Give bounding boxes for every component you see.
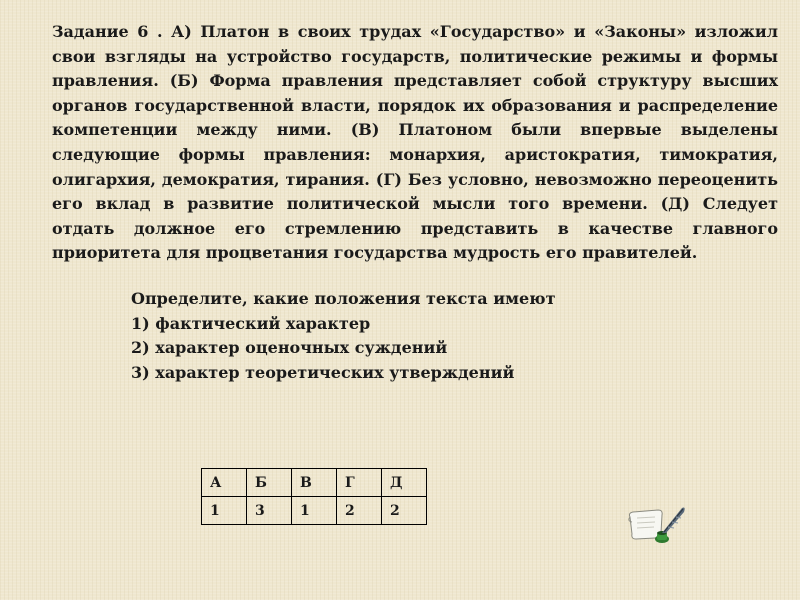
answer-header-g: Г — [337, 469, 382, 497]
answer-header-b: Б — [247, 469, 292, 497]
answer-header-v: В — [292, 469, 337, 497]
answer-header-a: А — [202, 469, 247, 497]
answer-table-header-row — [202, 469, 427, 497]
answer-value-g: 2 — [337, 497, 382, 525]
answer-value-d: 2 — [382, 497, 427, 525]
question-option-3: 3) характер теоретических утверждений — [131, 362, 515, 382]
question-prompt: Определите, какие положения текста имеют — [131, 289, 556, 308]
answer-value-b: 3 — [247, 497, 292, 525]
question-option-1: 1) фактический характер — [131, 313, 371, 333]
answer-value-a: 1 — [202, 497, 247, 525]
scroll-quill-icon[interactable] — [624, 503, 688, 547]
answer-value-v: 1 — [292, 497, 337, 525]
answer-table-value-row — [202, 497, 427, 525]
answer-header-d: Д — [382, 469, 427, 497]
question-block — [131, 287, 631, 385]
question-option-2: 2) характер оценочных суждений — [131, 338, 448, 358]
task-paragraph: Задание 6 . А) Платон в своих трудах «Государство» и «Законы» изложил свои взгляды на устройство государств, политические режимы и формы правления. (Б) Форма правления представляет собой структуру высших органов государственной власти, порядок их образования и распределение компетенции между ними. (В) Платоном были впервые выделены следующие формы правления: монархия, аристократия, тимократия, олигархия, демократия, тирания. (Г) Без условно, невозможно переоценить его вклад в развитие политической мысли того времени. (Д) Следует отдать должное его стремлению представить в качестве главного приоритета для процветания государства мудрость его правителей. — [52, 22, 778, 263]
answer-table — [201, 468, 427, 525]
